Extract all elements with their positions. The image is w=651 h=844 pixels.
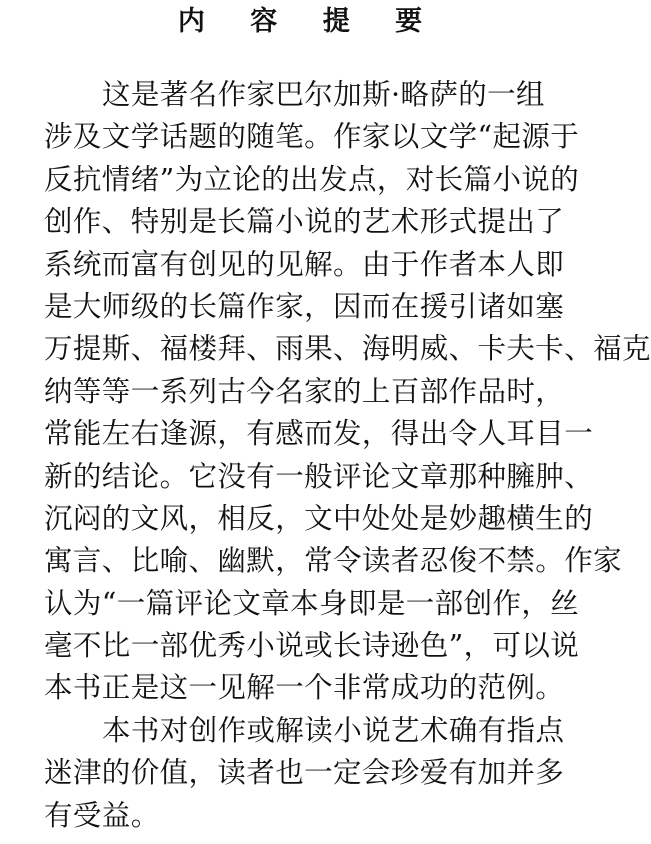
text-line: 本书对创作或解读小说艺术确有指点 [102,713,565,747]
text-line: 是大师级的长篇作家，因而在援引诸如塞 [44,289,565,323]
text-line: 常能左右逢源，有感而发，得出令人耳目一 [44,417,594,451]
text-line: 寓言、比喻、幽默，常令读者忍俊不禁。作家 [44,544,623,578]
summary-text [44,74,651,837]
text-line: 创作、特别是长篇小说的艺术形式提出了 [44,205,565,239]
paragraph-2 [44,710,584,837]
text-line: 反抗情绪”为立论的出发点，对长篇小说的 [44,162,580,196]
text-line: 万提斯、福楼拜、雨果、海明威、卡夫卡、福克 [44,332,651,366]
text-line: 纳等等一系列古今名家的上百部作品时， [44,374,565,408]
text-line: 系统而富有创见的见解。由于作者本人即 [44,247,565,281]
text-line: 认为“一篇评论文章本身即是一部创作，丝 [44,586,580,620]
text-line: 涉及文学话题的随笔。作家以文学“起源于 [44,120,580,154]
text-line: 这是著名作家巴尔加斯·略萨的一组 [102,78,545,111]
text-line: 有受益。 [44,798,160,832]
text-line: 迷津的价值，读者也一定会珍爱有加并多 [44,756,565,790]
text-line: 沉闷的文风，相反，文中处处是妙趣横生的 [44,501,594,535]
paragraph-1 [44,74,651,710]
text-line: 本书正是这一见解一个非常成功的范例。 [44,671,565,705]
text-line: 新的结论。它没有一般评论文章那种臃肿、 [44,459,594,493]
page-title: 内 容 提 要 [177,6,441,37]
text-line: 毫不比一部优秀小说或长诗逊色”，可以说 [44,629,580,663]
